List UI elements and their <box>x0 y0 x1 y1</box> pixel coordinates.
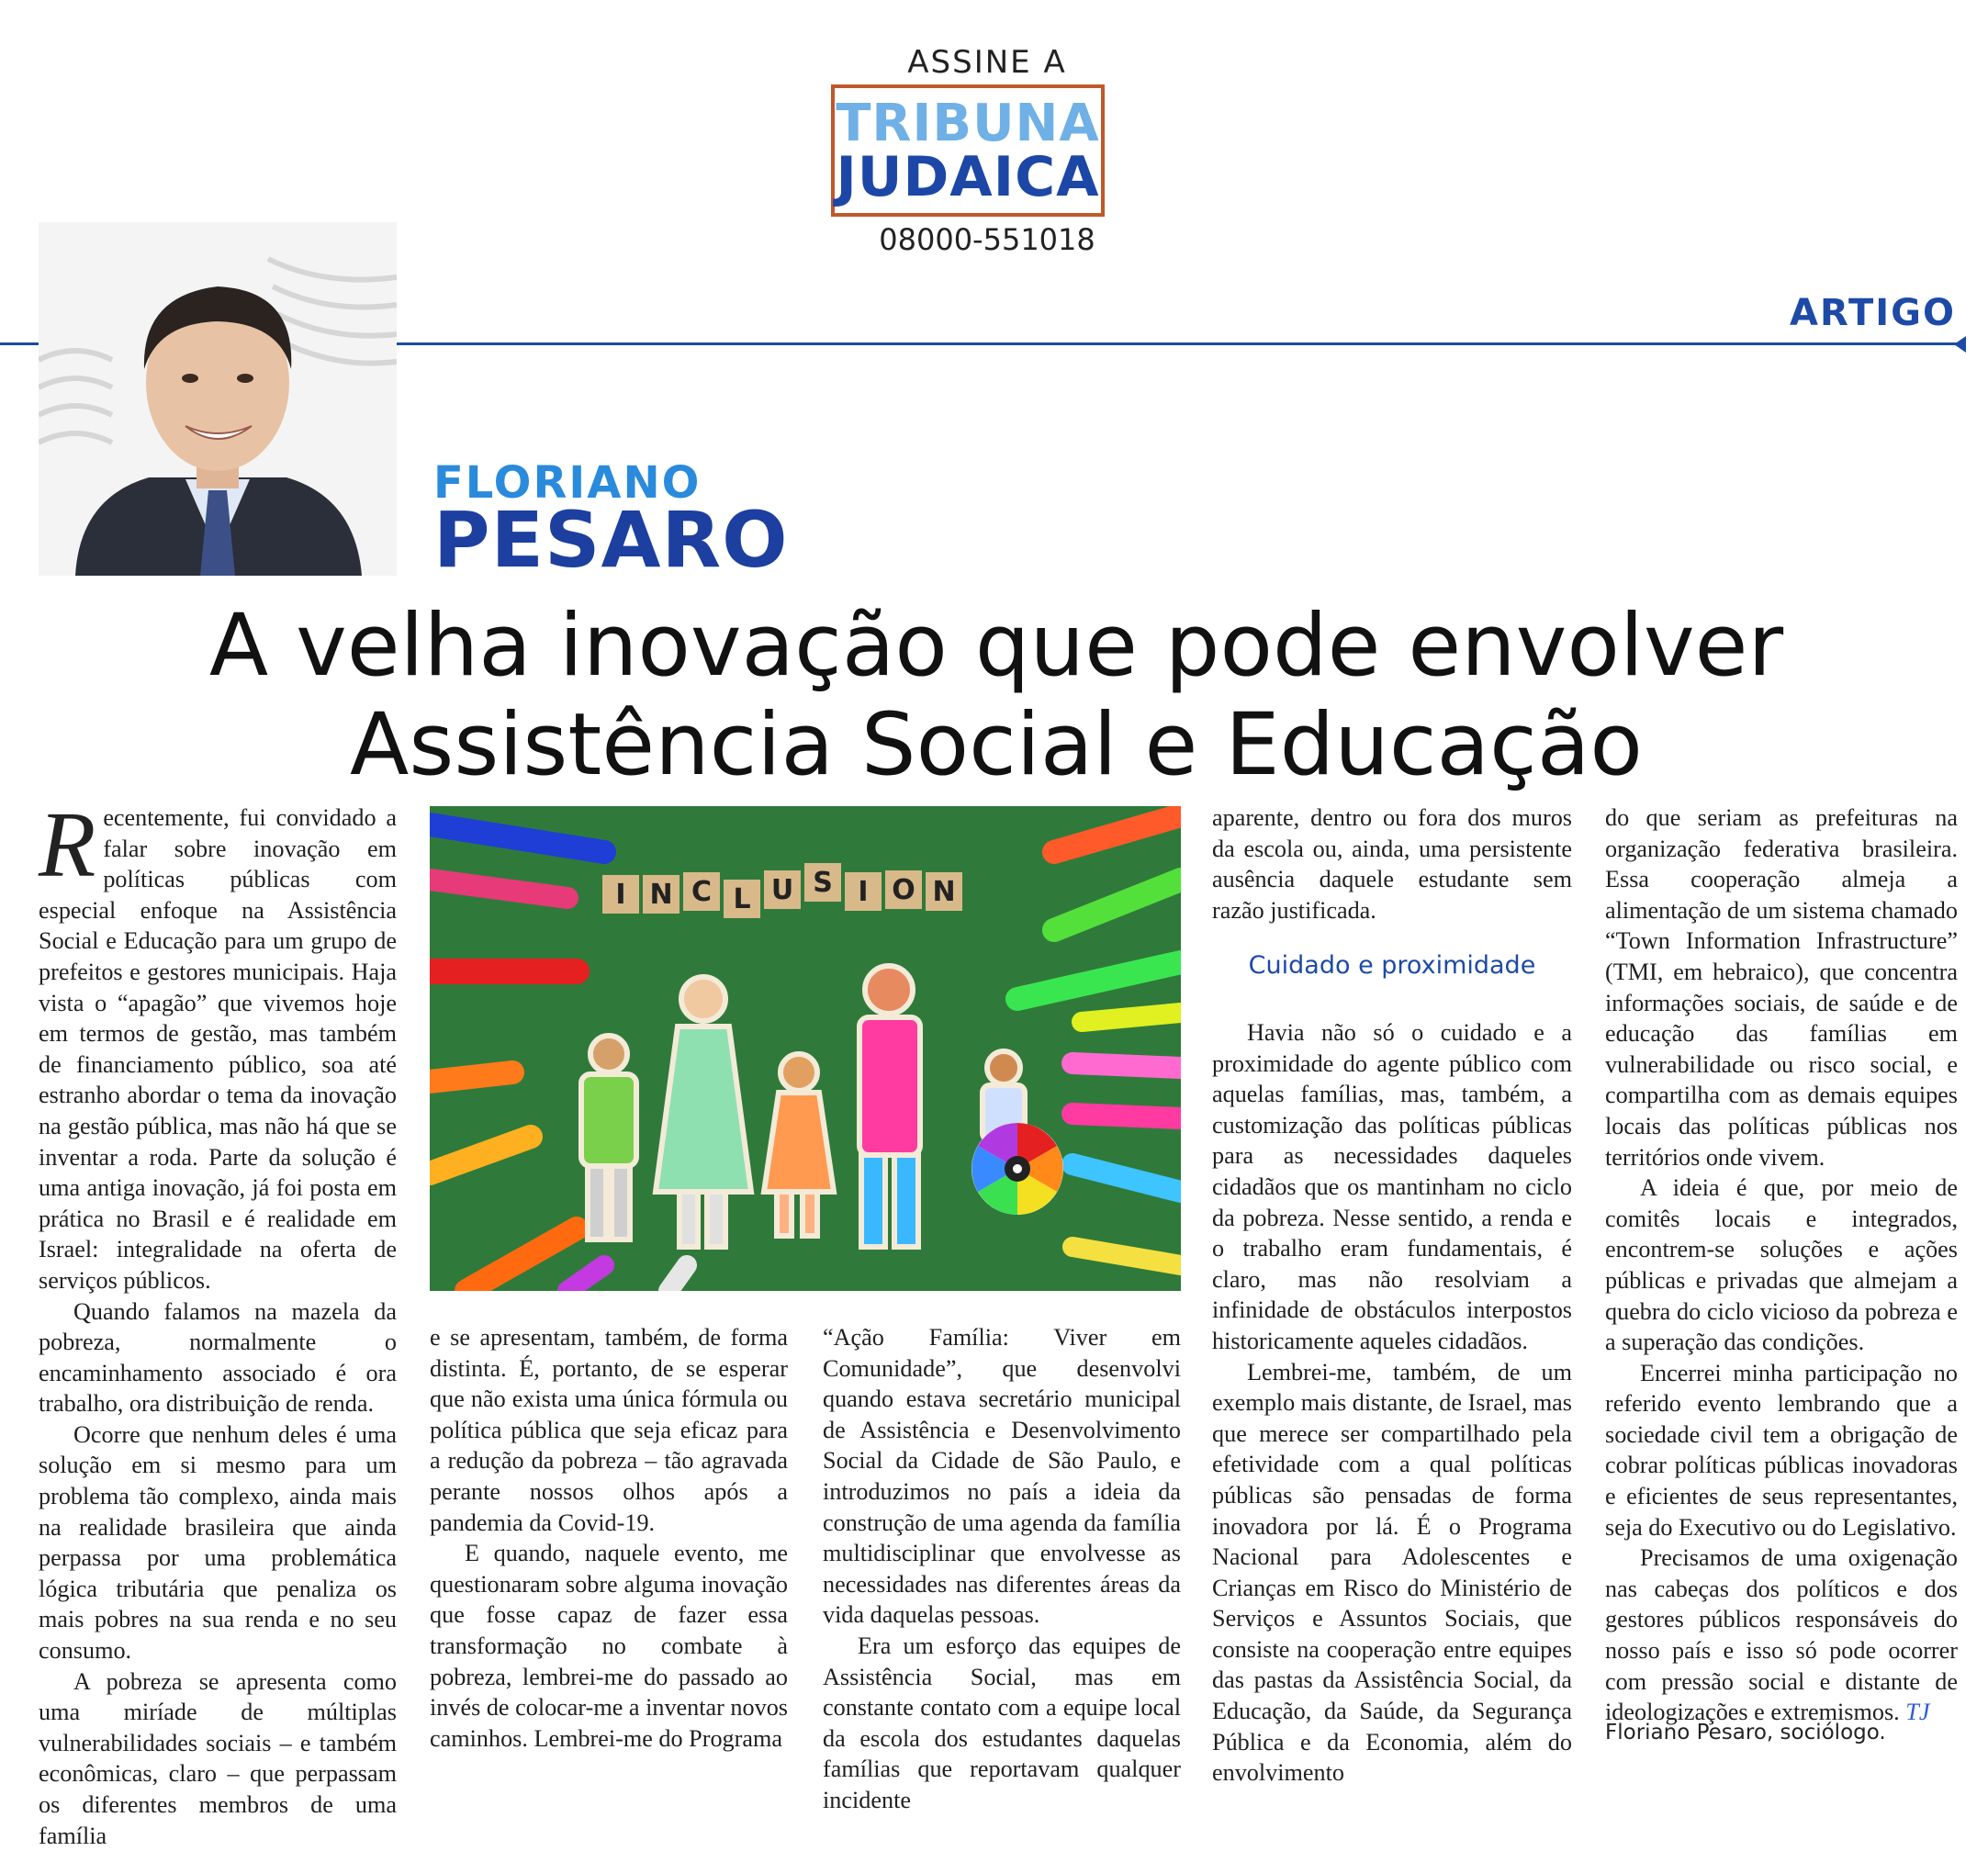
paragraph: aparente, dentro ou fora dos muros da escola ou, ainda, uma persistente ausência daquele estudante sem razão justificada. <box>1212 804 1572 924</box>
tile: I <box>615 879 626 911</box>
paragraph: A ideia é que, por meio de comitês locais e integrados, encontrem-se soluções e ações públicas e privadas que almejam a quebra do ciclo vicioso da pobreza e a superação das condições. <box>1605 1174 1958 1356</box>
tile: L <box>733 883 751 915</box>
article-column-2 <box>430 1322 788 1754</box>
paragraph: e se apresentam, também, de forma distinta. É, portanto, de se esperar que não exista uma única fórmula ou política pública que seja eficaz para a redução da pobreza – tão agravada perante nossos olhos após a pandemia da Covid-19. <box>430 1324 788 1536</box>
article-column-3 <box>823 1322 1181 1816</box>
tribuna-judaica-logo[interactable] <box>831 84 1105 217</box>
tile: U <box>770 874 794 906</box>
wheelchair-icon <box>972 1123 1063 1215</box>
paragraph: Precisamos de uma oxigenação nas cabeças dos políticos e dos gestores públicos responsáveis do nosso país e isso só pode ocorrer com pressão social e distante de ideologizações e extremismos. TJ <box>1605 1544 1958 1726</box>
headline-line2: Assistência Social e Educação <box>350 695 1643 795</box>
author-credit: Floriano Pesaro, sociólogo. <box>1605 1721 1886 1744</box>
tile: S <box>813 867 833 899</box>
inclusion-illustration <box>430 806 1181 1291</box>
section-tag-arrow-icon <box>1954 336 1966 353</box>
section-tag: ARTIGO <box>1790 292 1956 334</box>
subscribe-phone: 08000-551018 <box>879 222 1095 257</box>
paragraph: do que seriam as prefeituras na organização federativa brasileira. Essa cooperação almeja a alimentação de um sistema chamado “Town Information Infrastructure” (TMI, em hebraico), que concentra informações sociais, de saúde e de educação das famílias em vulnerabilidade ou risco social, e compartilha com as demais equipes locais das políticas públicas nos territórios onde vivem. <box>1605 804 1958 1171</box>
tile: C <box>691 876 713 908</box>
paragraph: Quando falamos na mazela da pobreza, normalmente o encaminhamento associado é ora trabalho, ora distribuição de renda. <box>39 1297 397 1418</box>
article-column-4 <box>1212 802 1572 926</box>
section-rule <box>397 342 1958 345</box>
article-column-5 <box>1605 802 1958 1728</box>
paragraph: Era um esforço das equipes de Assistência Social, mas em constante contato com a equipe local da escola dos estudantes daquelas famílias que reportavam qualquer incidente <box>823 1632 1181 1813</box>
author-first-name: FLORIANO <box>433 457 702 509</box>
paragraph: Encerrei minha participação no referido evento lembrando que a sociedade civil tem a obrigação de cobrar políticas públicas inovadoras e eficientes de seus representantes, seja do Executivo ou do Legislativo. <box>1605 1359 1958 1541</box>
author-last-name: PESARO <box>433 495 789 585</box>
paragraph: “Ação Família: Viver em Comunidade”, que desenvolvi quando estava secretário municipal de Assistência e Desenvolvimento Social da Cidade de São Paulo, e introduzimos no país a ideia da construção de uma agenda da família multidisciplinar que envolvesse as necessidades nas diferentes áreas da vida daquelas pessoas. <box>823 1324 1181 1629</box>
logo-line1: TRIBUNA <box>836 94 1100 153</box>
headline-line1: A velha inovação que pode envolver <box>208 596 1784 696</box>
signoff: TJ <box>1905 1699 1930 1726</box>
drop-cap: R <box>39 793 96 897</box>
paragraph: E quando, naquele evento, me questionaram sobre alguma inovação que fosse capaz de fazer essa transformação no combate à pobreza, lembrei-me do passado ao invés de colocar-me a inventar novos caminhos. Lembrei-me do Programa <box>430 1540 788 1752</box>
headline <box>55 597 1937 795</box>
paragraph: Recentemente, fui convidado a falar sobre inovação em políticas públicas com especial enfoque na Assistência Social e Educação para um grupo de prefeitos e gestores municipais. Haja vista o “apagão” que vivemos hoje em termos de gestão, mas também de financiamento público, soa até estranho abordar o tema da inovação na gestão pública, mas não há que se inventar a roda. Parte da solução é uma antiga inovação, já foi posta em prática no Brasil e é realidade em Israel: integralidade na oferta de serviços públicos. <box>39 793 397 1294</box>
author-photo <box>39 222 397 576</box>
section-rule-left <box>0 342 39 345</box>
paragraph: Lembrei-me, também, de um exemplo mais distante, de Israel, mas que merece ser compartilhado pela efetividade com a qual políticas públicas são pensadas de forma inovadora por lá. É o Programa Nacional para Adolescentes e Crianças em Risco do Ministério de Serviços e Assuntos Sociais, que consiste na cooperação entre equipes das pastas da Assistência Social, da Educação, da Saúde, da Segurança Pública e da Economia, além do envolvimento <box>1212 1358 1572 1787</box>
paragraph: Ocorre que nenhum deles é uma solução em si mesmo para um problema tão complexo, ainda mais na realidade brasileira que ainda perpassa por uma problemática lógica tributária que penaliza os mais pobres na sua renda e no seu consumo. <box>39 1420 397 1665</box>
article-column-4-continued <box>1212 1017 1572 1789</box>
tile: N <box>649 879 673 911</box>
tile: N <box>932 876 956 908</box>
tile: O <box>892 874 915 906</box>
paragraph: A pobreza se apresenta como uma miríade de múltiplas vulnerabilidades sociais – e também econômicas, claro – que perpassam os diferentes membros de uma família <box>39 1667 397 1849</box>
subheading: Cuidado e proximidade <box>1248 951 1536 980</box>
logo-line2: JUDAICA <box>836 145 1100 209</box>
paragraph: Havia não só o cuidado e a proximidade do agente público com aquelas famílias, mas, também, a customização das políticas públicas para as necessidades daqueles cidadãos que os mantinham no ciclo da pobreza. Nesse sentido, a renda e o trabalho eram fundamentais, é claro, mas não resolviam a infinidade de obstáculos interpostos historicamente aqueles cidadãos. <box>1212 1019 1572 1354</box>
subscribe-label: ASSINE A <box>907 44 1067 81</box>
article-column-1 <box>39 793 397 1851</box>
tile: I <box>858 876 869 908</box>
